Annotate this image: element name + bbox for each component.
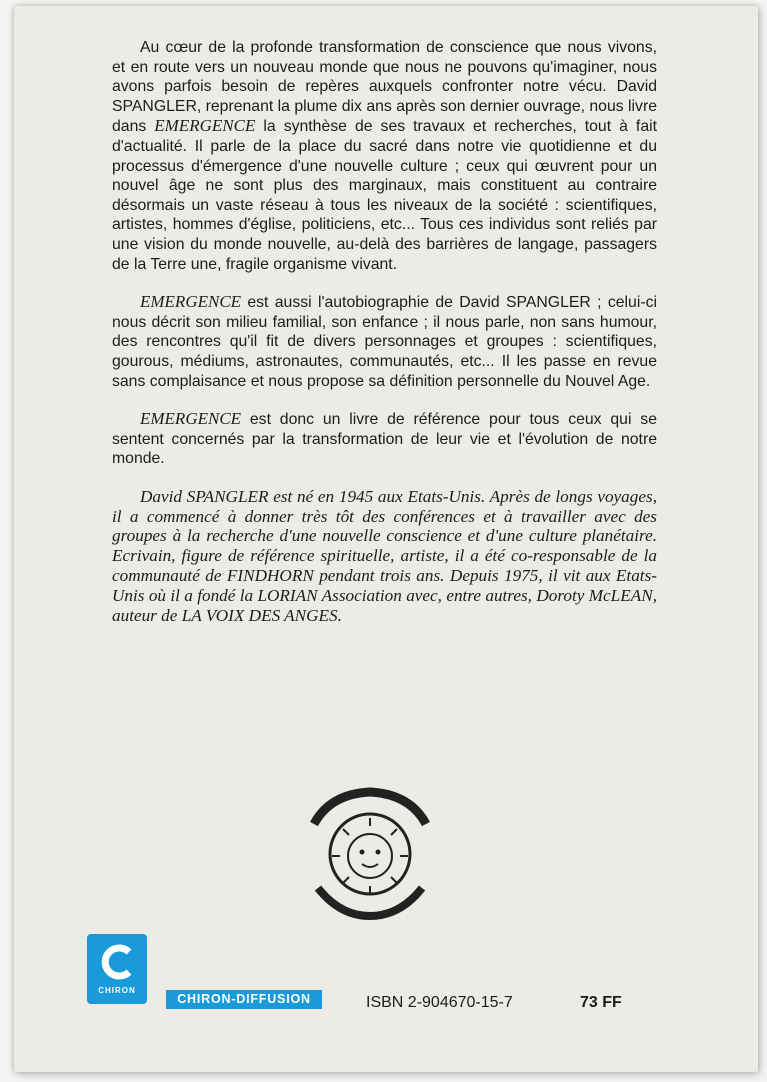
author-bio: David SPANGLER est né en 1945 aux Etats-Unis. Après de longs voyages, il a commencé à donner très tôt des conférences et à travailler avec des groupes à la recherche d'une nouvelle conscience et d'une culture planétaire. Ecrivain, figure de référence spirituelle, artiste, il a été co-responsable de la communauté de FINDHORN pendant trois ans. Depuis 1975, il vit aux Etats-Unis où il a fondé la LORIAN Association avec, entre autres, Doroty McLEAN, auteur de LA VOIX DES ANGES. [112, 486, 657, 625]
price: 73 FF [580, 994, 622, 1011]
paragraph-1 [112, 38, 657, 274]
paragraph-3 [112, 409, 657, 469]
distributor-label: CHIRON-DIFFUSION [166, 990, 322, 1009]
title-emergence: EMERGENCE [154, 116, 256, 136]
chiron-c-icon [95, 940, 139, 984]
paragraph-2-body: est aussi l'autobiographie de David SPANGLER ; celui-ci nous décrit son milieu familial, son enfance ; il nous parle, non sans humour, des rencontres qu'il fit de divers personnages et groupes : scientifiques, gourous, médiums, astronautes, communautés, etc... Il les passe en revue sans complaisance et nous propose sa définition personnelle du Nouvel Age. [112, 294, 657, 390]
chiron-logo [87, 934, 147, 1004]
title-emergence: EMERGENCE [140, 409, 242, 429]
paragraph-1-body: la synthèse de ses travaux et recherches, tout à fait d'actualité. Il parle de la place du sacré dans notre vie quotidienne et du processus d'émergence d'une nouvelle culture ; ceux qui œuvrent pour un nouvel âge ne sont plus des marginaux, mais constituent au contraire désormais un vaste réseau à tous les niveaux de la société : scientifiques, artistes, hommes d'église, politiciens, etc... Tous ces individus sont reliés par une vision du monde nouvelle, au-delà des barrières de langage, passagers de la Terre une, fragile organisme vivant. [112, 118, 658, 273]
logo-name: CHIRON [98, 986, 136, 995]
blurb-text [112, 38, 657, 625]
publisher-seal-icon [300, 784, 440, 924]
paragraph-3-body: est donc un livre de référence pour tous ceux qui se sentent concernés par la transformation de leur vie et l'évolution de notre monde. [112, 411, 657, 468]
title-emergence: EMERGENCE [140, 292, 242, 312]
paragraph-2 [112, 292, 657, 391]
isbn: ISBN 2-904670-15-7 [366, 994, 513, 1011]
paragraph-1-intro: Au cœur de la profonde transformation de conscience que nous vivons, et en route vers un nouveau monde que nous ne pouvons qu'imaginer, nous avons parfois besoin de repères auxquels confronter notre vécu. David SPANGLER, reprenant la plume dix ans après son dernier ouvrage, nous livre dans [112, 39, 657, 136]
